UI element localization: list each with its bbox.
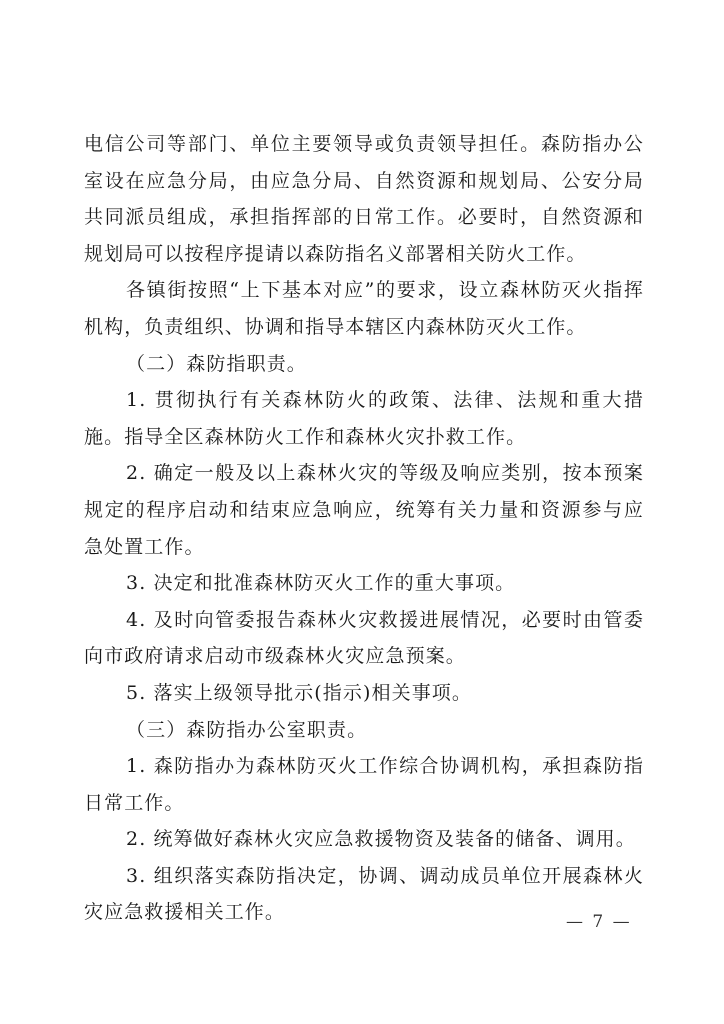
list-item: 1. 森防指办为森林防灭火工作综合协调机构，承担森防指日常工作。 (84, 755, 644, 814)
document-body (84, 126, 644, 931)
list-item: 3. 决定和批准森林防灭火工作的重大事项。 (126, 572, 516, 595)
section-heading: （三）森防指办公室职责。 (126, 718, 368, 741)
list-item: 2. 统筹做好森林火灾应急救援物资及装备的储备、调用。 (126, 828, 636, 851)
list-item: 5. 落实上级领导批示(指示)相关事项。 (126, 681, 472, 704)
list-item: 4. 及时向管委报告森林火灾救援进展情况，必要时由管委向市政府请求启动市级森林火灾应急预案。 (84, 608, 644, 668)
list-item: 2. 确定一般及以上森林火灾的等级及响应类别，按本预案规定的程序启动和结束应急响应，统筹有关力量和资源参与应急处置工作。 (84, 462, 644, 558)
section-heading: （二）森防指职责。 (126, 352, 307, 375)
paragraph: 电信公司等部门、单位主要领导或负责领导担任。森防指办公室设在应急分局，由应急分局、自然资源和规划局、公安分局共同派员组成，承担指挥部的日常工作。必要时，自然资源和规划局可以按程序提请以森防指名义部署相关防火工作。 (84, 133, 644, 265)
list-item: 3. 组织落实森防指决定，协调、调动成员单位开展森林火灾应急救援相关工作。 (84, 864, 644, 924)
paragraph: 各镇街按照“上下基本对应”的要求，设立森林防灭火指挥机构，负责组织、协调和指导本辖区内森林防灭火工作。 (84, 279, 644, 338)
page-number: — 7 — (566, 912, 632, 932)
list-item: 1. 贯彻执行有关森林防火的政策、法律、法规和重大措施。指导全区森林防火工作和森林火灾扑救工作。 (84, 389, 644, 448)
